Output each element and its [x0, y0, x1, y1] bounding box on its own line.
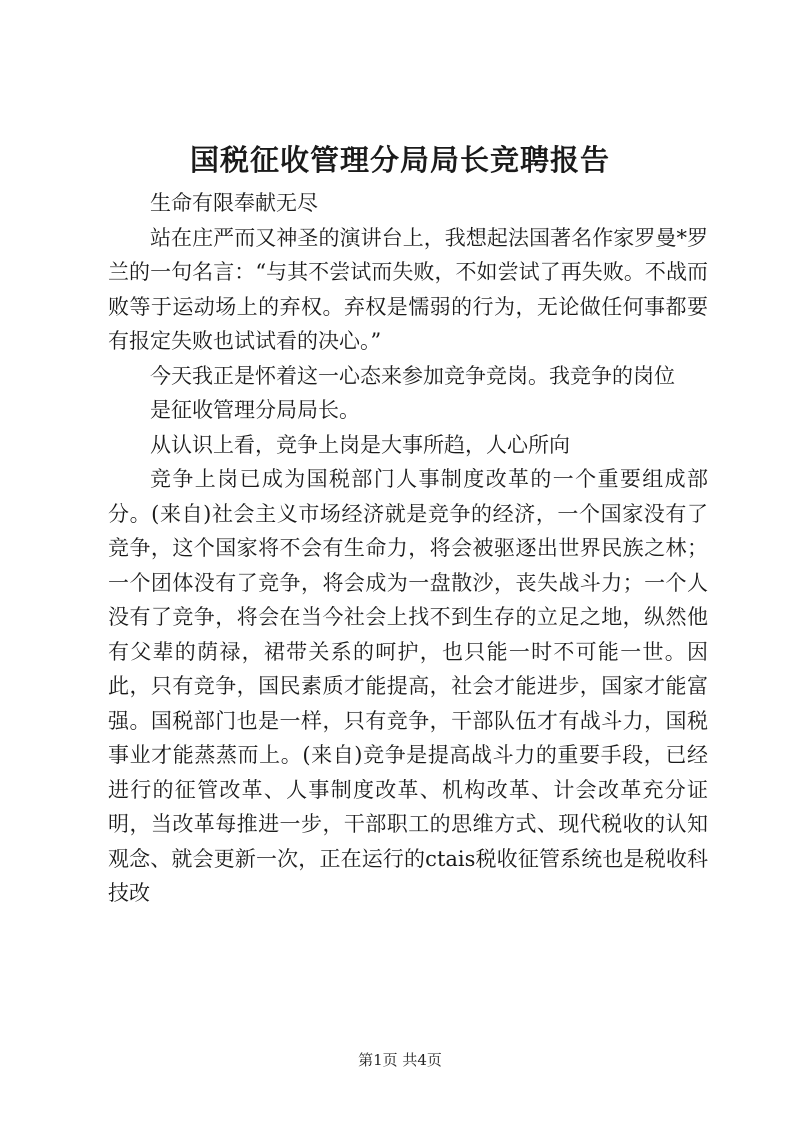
paragraph-competition: 竞争上岗已成为国税部门人事制度改革的一个重要组成部分。(来自)社会主义市场经济就是竞争的经济，一个国家没有了竞争，这个国家将不会有生命力，将会被驱逐出世界民族之林；一个团体没有了竞争，将会成为一盘散沙，丧失战斗力；一个人没有了竞争，将会在当今社会上找不到生存的立足之地，纵然他有父辈的荫禄，裙带关系的呵护，也只能一时不可能一世。因此，只有竞争，国民素质才能提高，社会才能进步，国家才能富强。国税部门也是一样，只有竞争，干部队伍才有战斗力，国税事业才能蒸蒸而上。(来自)竞争是提高战斗力的重要手段，已经进行的征管改革、人事制度改革、机构改革、计会改革充分证明，当改革每推进一步，干部职工的思维方式、现代税收的认知观念、就会更新一次，正在运行的ctais税收征管系统也是税收科技改	[108, 467, 708, 905]
document-body	[108, 186, 708, 911]
paragraph-section-heading: 从认识上看，竞争上岗是大事所趋，人心所向	[150, 432, 570, 457]
paragraph-intent: 今天我正是怀着这一心态来参加竞争竞岗。我竞争的岗位	[150, 363, 675, 388]
paragraph-opening: 站在庄严而又神圣的演讲台上，我想起法国著名作家罗曼*罗兰的一句名言：“与其不尝试而失败，不如尝试了再失败。不战而败等于运动场上的弃权。弃权是懦弱的行为，无论做任何事都要有报定失败也试试看的决心。”	[108, 225, 708, 353]
paragraph-subtitle: 生命有限奉献无尽	[150, 191, 318, 215]
page-footer: 第1页 共4页	[358, 1051, 442, 1069]
paragraph-position: 是征收管理分局局长。	[150, 398, 360, 422]
page-title: 国税征收管理分局局长竞聘报告	[189, 143, 610, 177]
